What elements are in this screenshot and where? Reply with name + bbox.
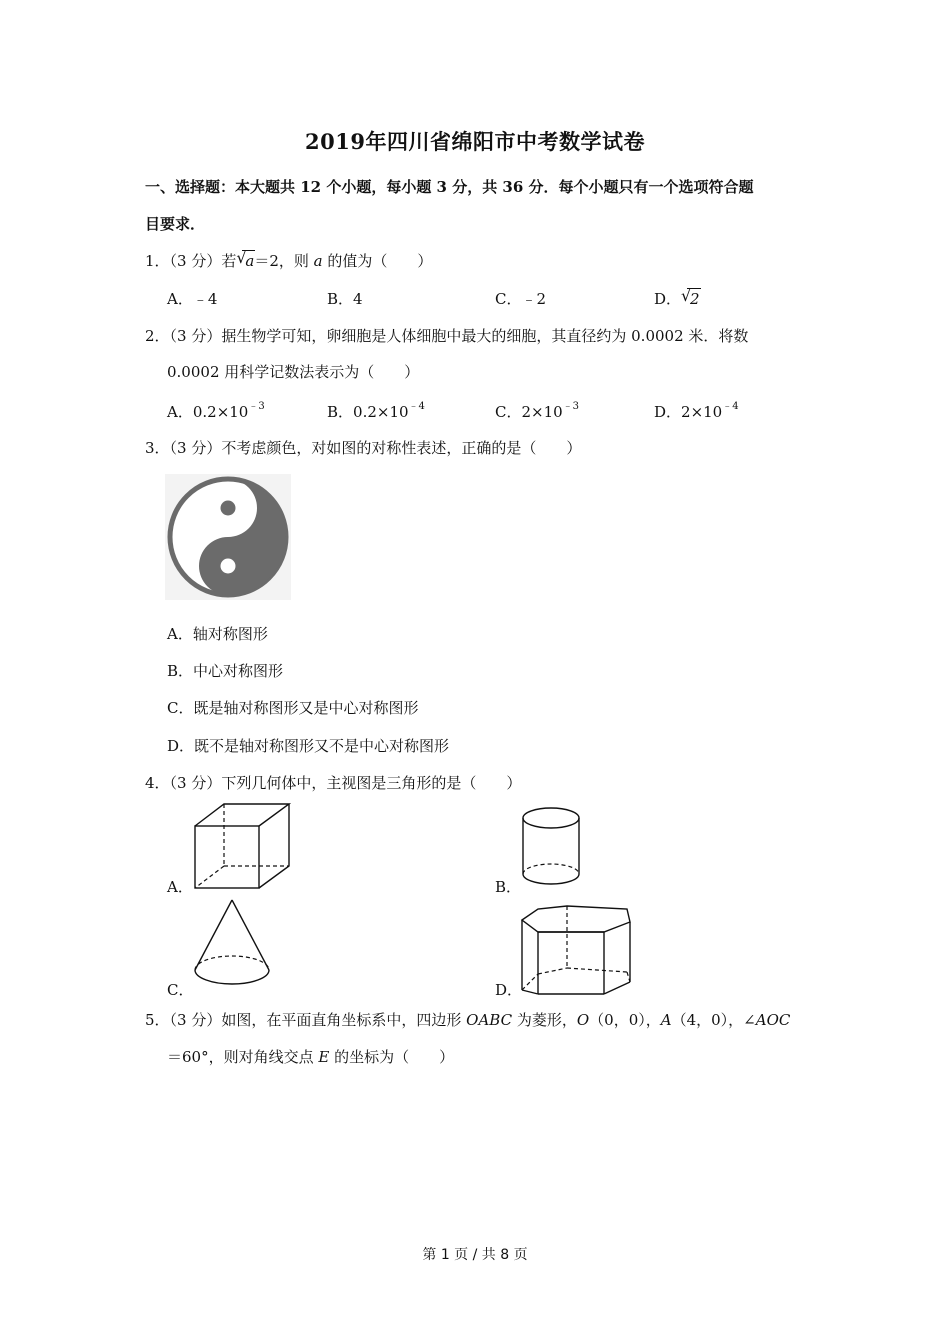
q2-option-b-base: B．0.2×10 [327, 403, 409, 421]
q2-option-a[interactable] [167, 399, 265, 422]
section-heading-line2: 目要求． [145, 215, 206, 233]
q1-suffix-before-var: ＝2，则 [254, 252, 314, 270]
cube-figure [190, 800, 300, 892]
question-1 [145, 250, 432, 271]
q2-option-c-base: C．2×10 [495, 403, 563, 421]
hexagonal-prism-figure [518, 902, 636, 996]
cone-figure [190, 896, 274, 994]
q3-option-a[interactable]: A．轴对称图形 [167, 625, 268, 643]
q4-option-d[interactable]: D． [495, 981, 523, 999]
question-3: 3．（3 分）不考虑颜色，对如图的对称性表述，正确的是（ ） [145, 439, 582, 457]
q1-option-d-sqrt: √ 2 [681, 286, 700, 308]
question-4: 4．（3 分）下列几何体中，主视图是三角形的是（ ） [145, 774, 522, 792]
q5-line2-a: ＝60°，则对角线交点 [167, 1048, 319, 1066]
q4-option-c[interactable]: C． [167, 981, 194, 999]
q5-point-a: A [660, 1011, 672, 1029]
q2-option-d[interactable] [654, 399, 739, 422]
question-2-line1: 2．（3 分）据生物学可知，卵细胞是人体细胞中最大的细胞，其直径约为 0.0002 米．将数 [145, 327, 749, 345]
q4-option-a[interactable]: A． [167, 878, 193, 896]
section-heading-line1: 一、选择题：本大题共 12 个小题，每小题 3 分，共 36 分．每个小题只有一个选项符合题 [145, 178, 754, 196]
q1-option-d[interactable] [654, 288, 700, 309]
q5-line1-c: （0，0）， [589, 1011, 661, 1029]
q2-option-b[interactable] [327, 399, 425, 422]
cylinder-figure [518, 804, 584, 892]
q1-option-c[interactable]: C．﹣2 [495, 290, 547, 308]
q1-option-d-label: D． [654, 290, 682, 308]
q5-line1-a: 5．（3 分）如图，在平面直角坐标系中，四边形 [145, 1011, 467, 1029]
yin-yang-figure [165, 474, 291, 600]
q1-var: a [313, 252, 323, 270]
q5-line1-b: 为菱形， [512, 1011, 577, 1029]
q5-point-o: O [576, 1011, 590, 1029]
q5-oabc: OABC [466, 1011, 513, 1029]
page-footer: 第 1 页 / 共 8 页 [422, 1247, 528, 1263]
q1-sqrt: √ a [236, 248, 255, 270]
q5-angle-aoc: AOC [755, 1011, 791, 1029]
q5-line2-b: 的坐标为（ ） [329, 1048, 455, 1066]
q4-option-b[interactable]: B． [495, 878, 522, 896]
q5-line1-d: （4，0），∠ [671, 1011, 756, 1029]
question-5-line2 [167, 1046, 454, 1067]
q3-option-d[interactable]: D．既不是轴对称图形又不是中心对称图形 [167, 737, 450, 755]
q1-option-d-radicand: 2 [690, 290, 700, 308]
question-2-line2: 0.0002 用科学记数法表示为（ ） [167, 363, 420, 381]
q2-option-d-base: D．2×10 [654, 403, 723, 421]
q2-option-c-exp: ﹣3 [562, 401, 580, 412]
q1-suffix: 的值为（ ） [322, 252, 433, 270]
q1-option-b[interactable]: B．4 [327, 290, 363, 308]
q2-option-b-exp: ﹣4 [408, 401, 425, 412]
q1-radicand: a [245, 252, 255, 270]
q2-option-a-base: A．0.2×10 [167, 403, 249, 421]
q5-point-e: E [318, 1048, 330, 1066]
q3-option-c[interactable]: C．既是轴对称图形又是中心对称图形 [167, 699, 419, 717]
q1-prefix: 1．（3 分）若 [145, 252, 237, 270]
q1-option-a[interactable]: A．﹣4 [167, 290, 218, 308]
q2-option-d-exp: ﹣4 [722, 401, 739, 412]
q3-option-b[interactable]: B．中心对称图形 [167, 662, 284, 680]
q2-option-a-exp: ﹣3 [248, 401, 265, 412]
q2-option-c[interactable] [495, 399, 579, 422]
question-5-line1 [145, 1009, 790, 1030]
page-title: 2019年四川省绵阳市中考数学试卷 [305, 129, 645, 154]
